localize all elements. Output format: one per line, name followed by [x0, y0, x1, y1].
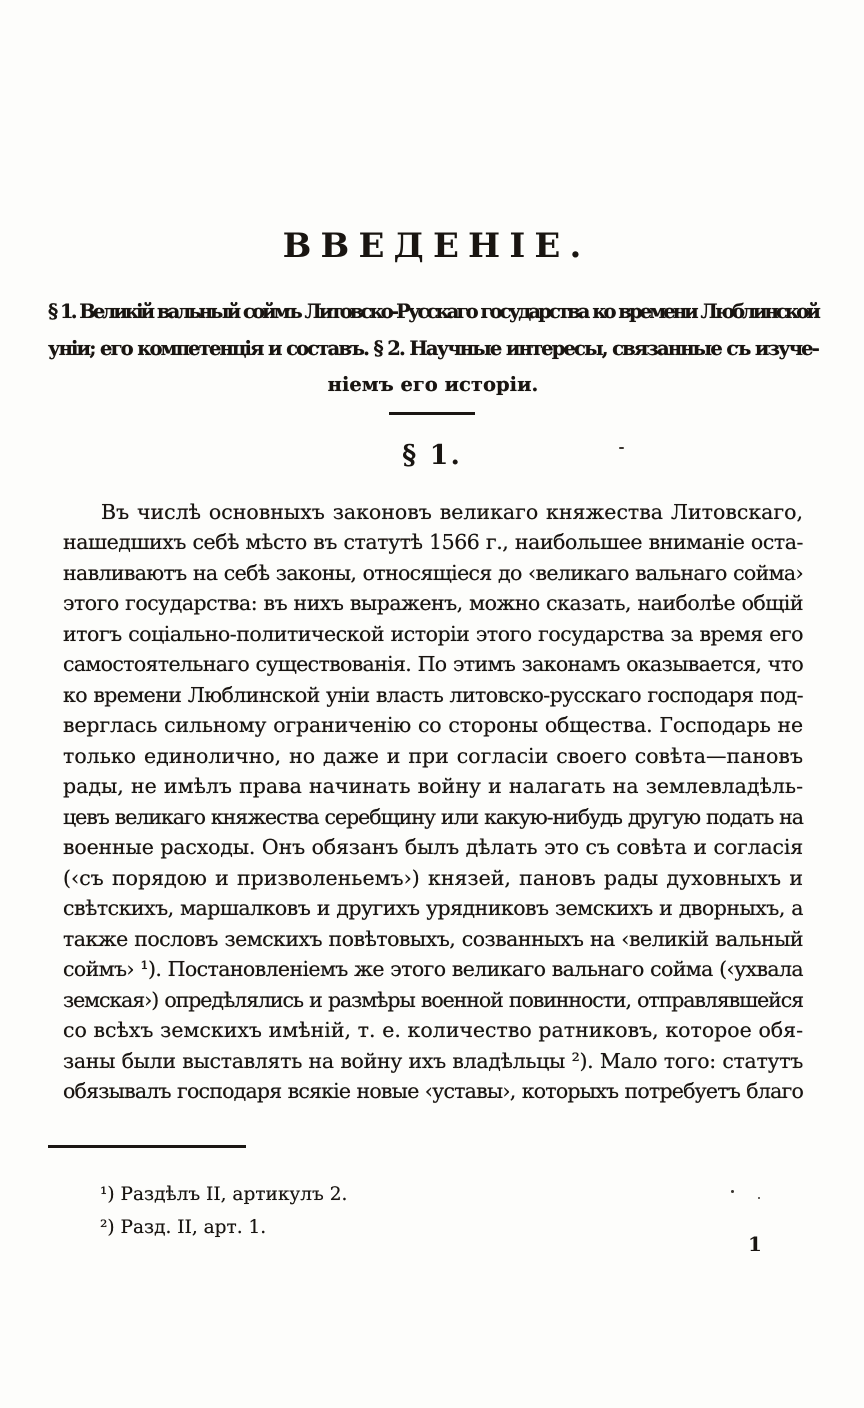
paragraph-line: нашедшихъ себѣ мѣсто въ статутѣ 1566 г., наибольшее вниманіе оста- [63, 530, 803, 554]
paragraph-line: самостоятельнаго существованія. По этимъ законамъ оказывается, что [63, 652, 803, 676]
paragraph-line: заны были выставлять на войну ихъ владѣльцы ²). Мало того: статутъ [63, 1048, 803, 1073]
chapter-title: ВВЕДЕНІЕ. [282, 226, 591, 266]
paragraph-line: свѣтскихъ, маршалковъ и другихъ урядниковъ земскихъ и дворныхъ, а [63, 896, 803, 920]
summary-line: уніи; его компетенція и составъ. § 2. Научные интересы, связанные съ изуче- [48, 336, 818, 360]
paragraph-line: навливаютъ на себѣ законы, относящіеся до ‹великаго вальнаго сойма› [63, 560, 803, 585]
chapter-summary [48, 294, 818, 404]
footnotes [100, 1178, 803, 1244]
summary-line: ніемъ его исторіи. [327, 373, 539, 396]
footnote-line: ¹) Раздѣлъ II, артикулъ 2. [100, 1183, 348, 1205]
scan-artifact-speck [619, 447, 624, 449]
paragraph-line: этого государства: въ нихъ выраженъ, можно сказать, наиболѣе общій [63, 591, 803, 615]
scan-artifact-speck [758, 1197, 760, 1199]
footnote-line: ²) Разд. II, арт. 1. [100, 1216, 267, 1238]
paragraph-line: верглась сильному ограниченію со стороны общества. Господарь не [63, 713, 803, 737]
paragraph-line: ко времени Люблинской уніи власть литовско-русскаго господаря под- [63, 682, 803, 707]
paragraph-line: Въ числѣ основныхъ законовъ великаго княжества Литовскаго, [101, 499, 803, 524]
paragraph-line: со всѣхъ земскихъ имѣній, т. е. количество ратниковъ, которое обя- [63, 1018, 803, 1042]
paragraph-line: обязывалъ господаря всякіе новые ‹уставы›, которыхъ потребуетъ благо [63, 1079, 803, 1103]
paragraph-line: земская›) опредѣлялись и размѣры военной повинности, отправлявшейся [63, 987, 803, 1012]
paragraph-line: итогъ соціально-политической исторіи этого государства за время его [63, 621, 803, 646]
paragraph-line: рады, не имѣлъ права начинать войну и налагать на землевладѣль- [63, 774, 803, 798]
paragraph-line: соймъ› ¹). Постановленіемъ же этого великаго вальнаго сойма (‹ухвала [63, 957, 803, 981]
paragraph-line: военные расходы. Онъ обязанъ былъ дѣлать это съ совѣта и согласія [63, 835, 803, 859]
page-number: 1 [748, 1232, 762, 1256]
summary-line: § 1. Великій вальный соймъ Литовско-Русскаго государства ко времени Люблинской [48, 300, 818, 323]
paragraph-line: только единолично, но даже и при согласіи своего совѣта—пановъ [63, 743, 803, 768]
paragraph-line: (‹съ порядою и призволеньемъ›) князей, пановъ рады духовныхъ и [63, 865, 803, 890]
body-paragraph [63, 497, 803, 1107]
paragraph-line: цевъ великаго княжества серебщину или какую-нибудь другую подать на [63, 804, 803, 829]
section-divider-rule [389, 412, 475, 415]
paragraph-line: также пословъ земскихъ повѣтовыхъ, созванныхъ на ‹великій вальный [63, 926, 803, 951]
section-heading: § 1. [402, 439, 462, 471]
footnote-separator-rule [48, 1145, 246, 1148]
scan-artifact-speck [731, 1190, 734, 1193]
